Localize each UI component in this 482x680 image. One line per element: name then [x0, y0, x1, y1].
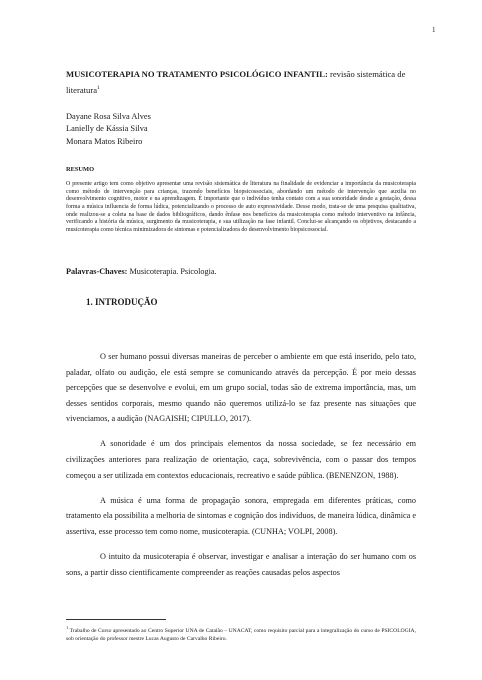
paragraph: A sonoridade é um dos principais elementos da nossa sociedade, se fez necessário em civilizações anteriores para realização de orientação, caça, sobrevivência, com o passar dos tempos começou a ser utilizada em contextos educacionais, recreativo e saúde pública. (BENENZON, 1988). [66, 439, 416, 480]
title-footnote-mark: 1 [97, 85, 100, 91]
footnote [66, 624, 416, 643]
footnote-text: Trabalho de Curso apresentado ao Centro Superior UNA de Catalão – UNACAT, como requisito parcial para a integralização do curso de PSICOLOGIA, sob orientação do professor mestre Lucas Augusto de Carvalho Ribeiro. [66, 627, 416, 642]
keywords-label: Palavras-Chaves: [66, 267, 128, 276]
author-name: Dayane Rosa Silva Alves [66, 112, 151, 121]
page-number: 1 [432, 26, 436, 34]
author-name: Lanielly de Kássia Silva [66, 124, 148, 134]
paragraph: O ser humano possui diversas maneiras de perceber o ambiente em que está inserido, pelo tato, paladar, olfato ou audição, ele está sempre se comunicando através da percepção. É por meio dessas percepções que se desenvolve e evolui, em um grupo social, todas são de extrema importância, mas, um desses sentidos corporais, mesmo quando não queremos utilizá-lo se faz presente nas situações que vivenciamos, a audição (NAGAISHI; CIPULLO, 2017). [66, 352, 416, 424]
abstract-heading: RESUMO [66, 166, 95, 173]
title-main: MUSICOTERAPIA NO TRATAMENTO PSICOLÓGICO INFANTIL: [66, 69, 328, 79]
paragraph: O intuito da musicoterapia é observar, investigar e analisar a interação do ser humano com os sons, a partir disso cientificamente compreender as reações causadas pelos aspectos [66, 552, 416, 577]
abstract-text: O presente artigo tem como objetivo apresentar uma revisão sistemática de literatura na finalidade de evidenciar a importância da musicoterapia como método de intervenção para crianças, trazendo benefícios biopsicossociais, abordando um método de intervenção que auxilia no desenvolvimento cognitivo, motor e na aprendizagem. É importante que o indivíduo tenha contato com a sua sonoridade desde a gestação, dessa forma a música influencia de forma lúdica, potencializando o processo de auto expressividade. Desse modo, trata-se de uma pesquisa qualitativa, onde realizou-se a coleta na base de dados bibliográficos, dando ênfase nos benefícios da musicoterapia como método interventivo na infância, verificando a história da música, surgimento da musicoterapia, e sua utilização na fase infantil. Conclui-se alcançando os objetivos, destacando a musicoterapia como técnica minimizadora de sintomas e potencializadora do desenvolvimento biopsicossocial. [66, 181, 416, 233]
footnote-divider [66, 619, 166, 620]
section-heading: 1. INTRODUÇÃO [86, 297, 158, 307]
paragraph: A música é uma forma de propagação sonora, empregada em diferentes práticas, como tratamento ela possibilita a melhoria de sintomas e cognição dos indivíduos, de maneira lúdica, dinâmica e assertiva, esse processo tem como nome, musicoterapia. (CUNHA; VOLPI, 2008). [66, 495, 416, 536]
author-list [66, 111, 151, 148]
keywords-value: Musicoterapia. Psicologia. [127, 267, 217, 276]
paper-title [66, 67, 426, 97]
keywords [66, 267, 217, 276]
author-name: Monara Matos Ribeiro [66, 136, 143, 146]
title-subtitle: revisão sistemática de literatura [66, 69, 406, 95]
body-text [66, 349, 416, 590]
footnote-mark: 1 [66, 625, 69, 630]
